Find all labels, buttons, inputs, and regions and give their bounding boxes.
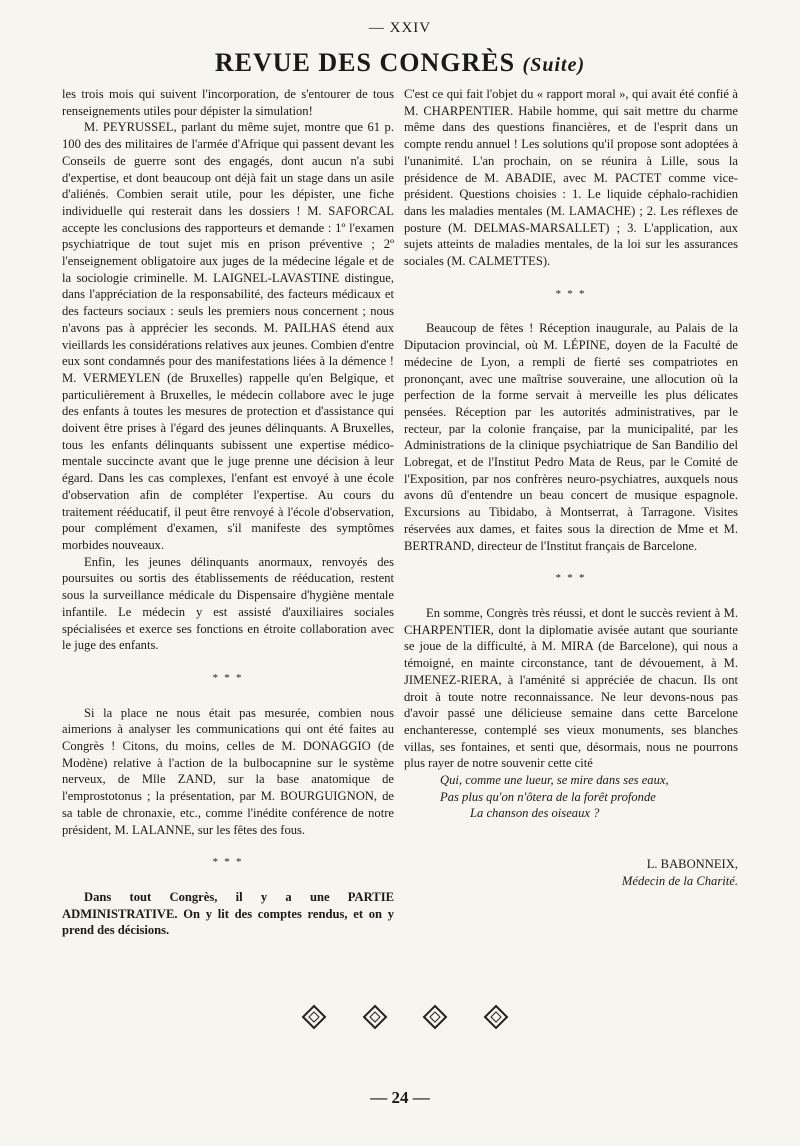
right-paragraph-3: En somme, Congrès très réussi, et dont le succès revient à M. CHARPENTIER, dont la diplomatie avisée autant que souriante se joue de la difficulté, à M. MIRA (de Barcelone), qui nous a témoigné, en mainte circonstance, tant de dévouement, à M. JIMENEZ-RIERA, à l'aménité si appréciée de chacun. Ils ont droit à toute notre reconnaissance. Ne leur devons-nous pas d'avoir passé une délicieuse semaine dans cette Barcelone enchanteresse, contemplé ses vieux monuments, ses blanches villas, ses fontaines, et senti que, désormais, nous ne pourrons plus rayer de notre souvenir cette cité — [404, 605, 738, 771]
section-separator: * * * — [555, 287, 587, 300]
left-paragraph-2: M. PEYRUSSEL, parlant du même sujet, montre que 61 p. 100 des des militaires de l'armée d'Afrique qui passent devant les Conseils de guerre sont des engagés, dont aucun n'a subi d'expertise, et dont beaucoup ont déjà fait un stage dans un asile d'aliénés. Combien serait utile, pour les dépister, une fiche individuelle qui resterait dans les dossiers ! M. SAFORCAL accepte les conclusions des rapporteurs et demande : 1º l'examen psychiatrique de tout sujet mis en prison préventive ; 2º l'enseignement obligatoire aux juges de la médecine légale et de la sociologie criminelle. M. LAIGNEL-LAVASTINE distingue, dans l'appréciation de la responsabilité, des facteurs médicaux et des facteurs sociaux : seuls les premiers nous concernent ; nous n'avons pas à apprécier les seconds. M. PAILHAS étend aux vieillards les considérations relatives aux jeunes. Combien d'entre eux sont condamnés pour des manifestations liées à la démence ! M. VERMEYLEN (de Bruxelles) rappelle qu'en Belgique, et particulièrement à Bruxelles, le médecin collabore avec le juge des enfants à toutes les mesures de protection et d'assistance qui doivent être prises à l'égard des jeunes délinquants. A Bruxelles, tous les enfants délinquants subissent une expertise médico-mentale succincte avant que le juge prenne une décision à leur égard. Dans les cas complexes, l'enfant est envoyé à une école d'observation afin de compléter l'expertise. Au cours du traitement rééducatif, il peut être renvoyé à l'école d'observation, pour complément d'examen, s'il manifeste des symptômes morbides nouveaux. — [62, 120, 394, 552]
poem-line: Qui, comme une lueur, se mire dans ses eaux, — [440, 773, 669, 788]
title-suite: (Suite) — [522, 54, 586, 76]
right-paragraph-2: Beaucoup de fêtes ! Réception inaugurale, au Palais de la Diputacion provincial, où M. LÉPINE, doyen de la Faculté de médecine de Lyon, a rempli de fierté ses compatriotes en prononçant, avec une maîtrise souveraine, une allocution où la perfection de la forme servait à merveille les plus délicates pensées. Réception par les autorités administratives, par le recteur, par la colonie française, par la municipalité, par les Administrations de la clinique psychiatrique de San Bandilio del Lobregat, et de l'Institut Pedro Mata de Reus, par le Comité de l'Exposition, par nos confrères neuro-psychiatres, auxquels nous avons dû d'entendre un beau concert de musique espagnole. Excursions au Tibidabo, à Montserrat, à Tarragone. Visites réservées aux dames, et faites sous la direction de Mme et M. BERTRAND, directeur de l'Institut français de Barcelone. — [404, 321, 738, 553]
left-paragraph-5: Dans tout Congrès, il y a une PARTIE ADMINISTRATIVE. On y lit des comptes rendus, et on y prend des décisions. — [62, 889, 394, 938]
section-separator: * * * — [212, 856, 244, 869]
diamond-ornament-icon — [482, 1003, 510, 1031]
poem-line: La chanson des oiseaux ? — [470, 806, 600, 821]
left-paragraph-1: les trois mois qui suivent l'incorporation, de s'entourer de tous renseignements utiles pour dépister la simulation! — [62, 87, 394, 118]
diamond-ornament-icon — [421, 1003, 449, 1031]
signature-name: L. BABONNEIX, — [646, 857, 738, 872]
signature — [404, 856, 738, 889]
page-number: — 24 — — [370, 1088, 430, 1107]
right-paragraph-1: C'est ce qui fait l'objet du « rapport moral », qui avait été confié à M. CHARPENTIER. Habile homme, qui sait mettre du charme même dans des questions financières, et de l'esprit dans un compte rendu annuel ! Les solutions qu'il propose sont adoptées à l'unanimité. L'an prochain, on se réunira à Lille, sous la présidence de M. ABADIE, avec M. PACTET comme vice-président. Questions choisies : 1. Le liquide céphalo-rachidien dans les maladies mentales (M. LAMACHE) ; 2. Les réflexes de posture (M. DELMAS-MARSALLET) ; 3. L'application, aux sujets atteints de maladies mentales, de la loi sur les assurances sociales (M. CALMETTES). — [404, 87, 738, 269]
left-column — [62, 86, 394, 939]
diamond-ornament-icon — [361, 1003, 389, 1031]
left-paragraph-3: Enfin, les jeunes délinquants anormaux, renvoyés des poursuites ou sortis des établissements de rééducation, restent sous la surveillance médicale du Dispensaire d'hygiène mentale infantile. Le médecin y est assisté d'auxiliaires sociales spécialisées et exerce ses fonctions en étroite collaboration avec le juge des enfants. — [62, 554, 394, 653]
section-separator: * * * — [212, 671, 244, 684]
poem-line: Pas plus qu'on n'ôtera de la forêt profonde — [440, 789, 656, 804]
page-title — [0, 48, 800, 78]
signature-title: Médecin de la Charité. — [621, 873, 738, 888]
section-separator: * * * — [555, 572, 587, 585]
right-column — [404, 86, 738, 890]
roman-page-number: — XXIV — [368, 20, 432, 36]
left-paragraph-4: Si la place ne nous était pas mesurée, combien nous aimerions à analyser les communications qui ont été faites au Congrès ! Citons, du moins, celles de M. DONAGGIO (de Modène) relative à l'action de la bulbocapnine sur le système nerveux, de Mlle ZAND, sur la base anatomique de l'emprostotonus ; la présentation, par M. BOURGUIGNON, de sa table de chronaxie, etc., comme l'inédite conférence de notre président, M. LALANNE, sur les fêtes des fous. — [62, 705, 394, 837]
poem-quote — [404, 772, 738, 822]
title-text: REVUE DES CONGRÈS — [214, 48, 516, 77]
diamond-ornament-icon — [300, 1003, 328, 1031]
ornament-row — [300, 1003, 510, 1031]
